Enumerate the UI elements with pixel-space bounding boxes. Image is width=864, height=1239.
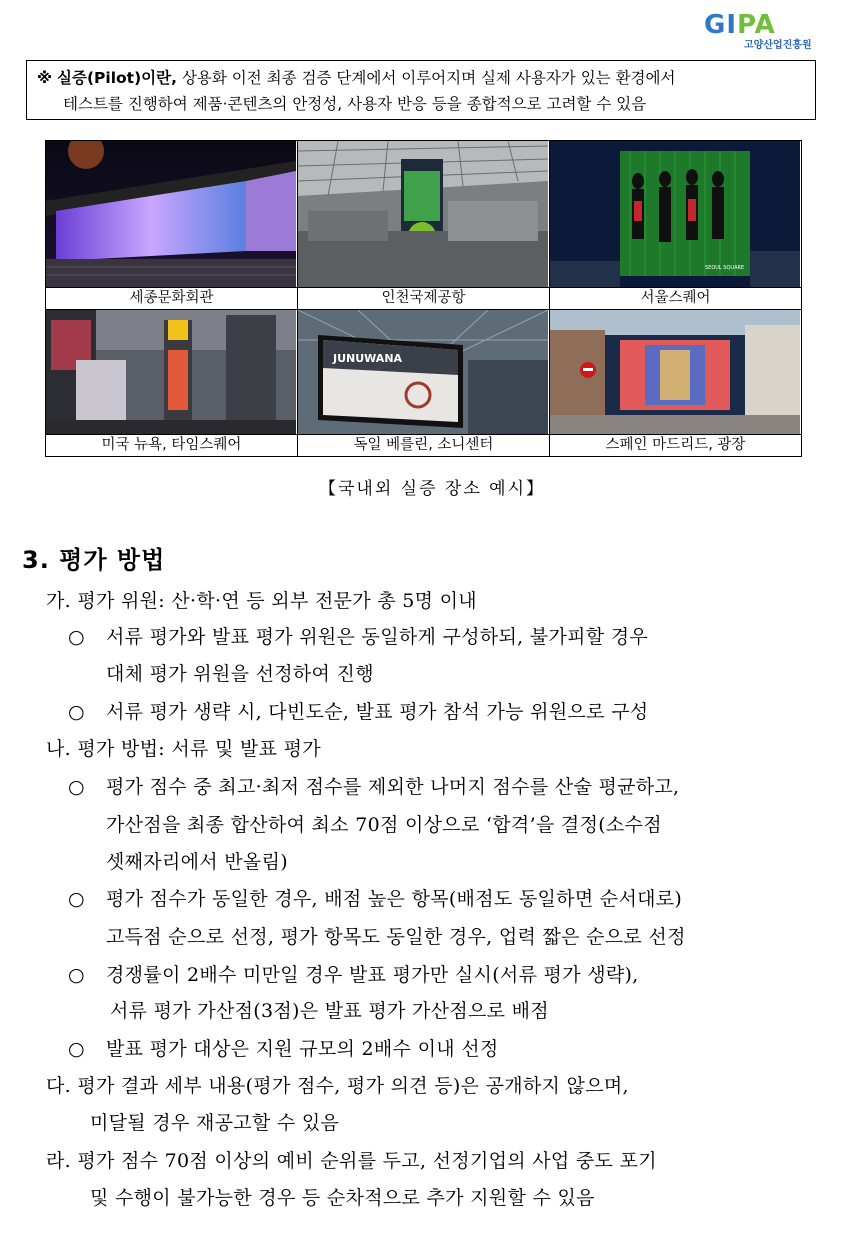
building-photo (46, 141, 296, 287)
item-na-1-line2: 가산점을 최종 합산하여 최소 70점 이상으로 ‘합격’을 결정(소수점 (106, 814, 662, 836)
item-na-3-line1: 경쟁률이 2배수 미만일 경우 발표 평가만 실시(서류 평가 생략), (106, 964, 639, 986)
photo-cell (298, 310, 550, 435)
item-na-2-line1: 평가 점수가 동일한 경우, 배점 높은 항목(배점도 동일하면 순서대로) (106, 888, 683, 910)
item-na-4: 발표 평가 대상은 지원 규모의 2배수 이내 선정 (106, 1038, 499, 1060)
pilot-definition-notice (26, 60, 816, 120)
item-na-1-line1: 평가 점수 중 최고·최저 점수를 제외한 나머지 점수를 산술 평균하고, (106, 776, 680, 798)
gipa-logo (704, 10, 824, 50)
item-ra-line2: 및 수행이 불가능한 경우 등 순차적으로 추가 지원할 수 있음 (90, 1187, 595, 1209)
item-ga: 가. 평가 위원: 산·학·연 등 외부 전문가 총 5명 이내 (46, 590, 477, 612)
photo-caption: 스페인 마드리드, 광장 (550, 435, 802, 457)
bullet: ○ (68, 626, 85, 648)
notice-term: 실증(Pilot)이란, (57, 69, 178, 87)
photo-cell (298, 141, 550, 288)
photo-caption: 미국 뉴욕, 타임스퀘어 (46, 435, 298, 457)
bullet: ○ (68, 964, 85, 986)
photo-caption: 서울스퀘어 (550, 288, 802, 310)
bullet: ○ (68, 888, 85, 910)
photo-caption: 독일 베를린, 소니센터 (298, 435, 550, 457)
photo-cell (46, 141, 298, 288)
item-ra-line1: 라. 평가 점수 70점 이상의 예비 순위를 두고, 선정기업의 사업 중도 포기 (46, 1150, 657, 1172)
photo-cell (550, 141, 802, 288)
photo-cell (46, 310, 298, 435)
notice-line-1 (37, 65, 807, 91)
photo-cell (550, 310, 802, 435)
item-ga-1-line1: 서류 평가와 발표 평가 위원은 동일하게 구성하되, 불가피할 경우 (106, 626, 649, 648)
item-ga-1-line2: 대체 평가 위원을 선정하여 진행 (106, 663, 374, 685)
media-facade-photo (550, 141, 800, 287)
logo-mark: GIPA (704, 10, 776, 40)
item-na-1-line3: 셋째자리에서 반올림) (106, 851, 288, 873)
bullet: ○ (68, 776, 85, 798)
times-square-photo (46, 310, 296, 434)
item-na: 나. 평가 방법: 서류 및 발표 평가 (46, 738, 321, 760)
figure-caption: 【국내외 실증 장소 예시】 (318, 479, 545, 499)
notice-line-2: 테스트를 진행하여 제품·콘텐츠의 안정성, 사용자 반응 등을 종합적으로 고려할 수 있음 (63, 95, 647, 113)
bullet: ○ (68, 1038, 85, 1060)
notice-marker: ※ (37, 69, 53, 87)
sony-center-sign: JUNUWANA (333, 352, 403, 365)
item-na-3-line2: 서류 평가 가산점(3점)은 발표 평가 가산점으로 배점 (110, 1000, 549, 1022)
section-heading: 3. 평가 방법 (22, 546, 166, 574)
bullet: ○ (68, 701, 85, 723)
item-da-line1: 다. 평가 결과 세부 내용(평가 점수, 평가 의견 등)은 공개하지 않으며, (46, 1075, 629, 1097)
seoul-square-sign: SEOUL SQUARE (705, 265, 745, 271)
madrid-plaza-photo (550, 310, 800, 434)
item-na-2-line2: 고득점 순으로 선정, 평가 항목도 동일한 경우, 업력 짧은 순으로 선정 (106, 926, 686, 948)
item-da-line2: 미달될 경우 재공고할 수 있음 (90, 1112, 340, 1134)
photo-caption: 세종문화회관 (46, 288, 298, 310)
photo-caption: 인천국제공항 (298, 288, 550, 310)
airport-photo (298, 141, 548, 287)
pilot-site-photo-grid (45, 140, 802, 457)
sony-center-photo (298, 310, 548, 434)
notice-line1-text: 상용화 이전 최종 검증 단계에서 이루어지며 실제 사용자가 있는 환경에서 (177, 69, 676, 87)
logo-org-name: 고양산업진흥원 (744, 40, 812, 51)
item-ga-2: 서류 평가 생략 시, 다빈도순, 발표 평가 참석 가능 위원으로 구성 (106, 701, 649, 723)
